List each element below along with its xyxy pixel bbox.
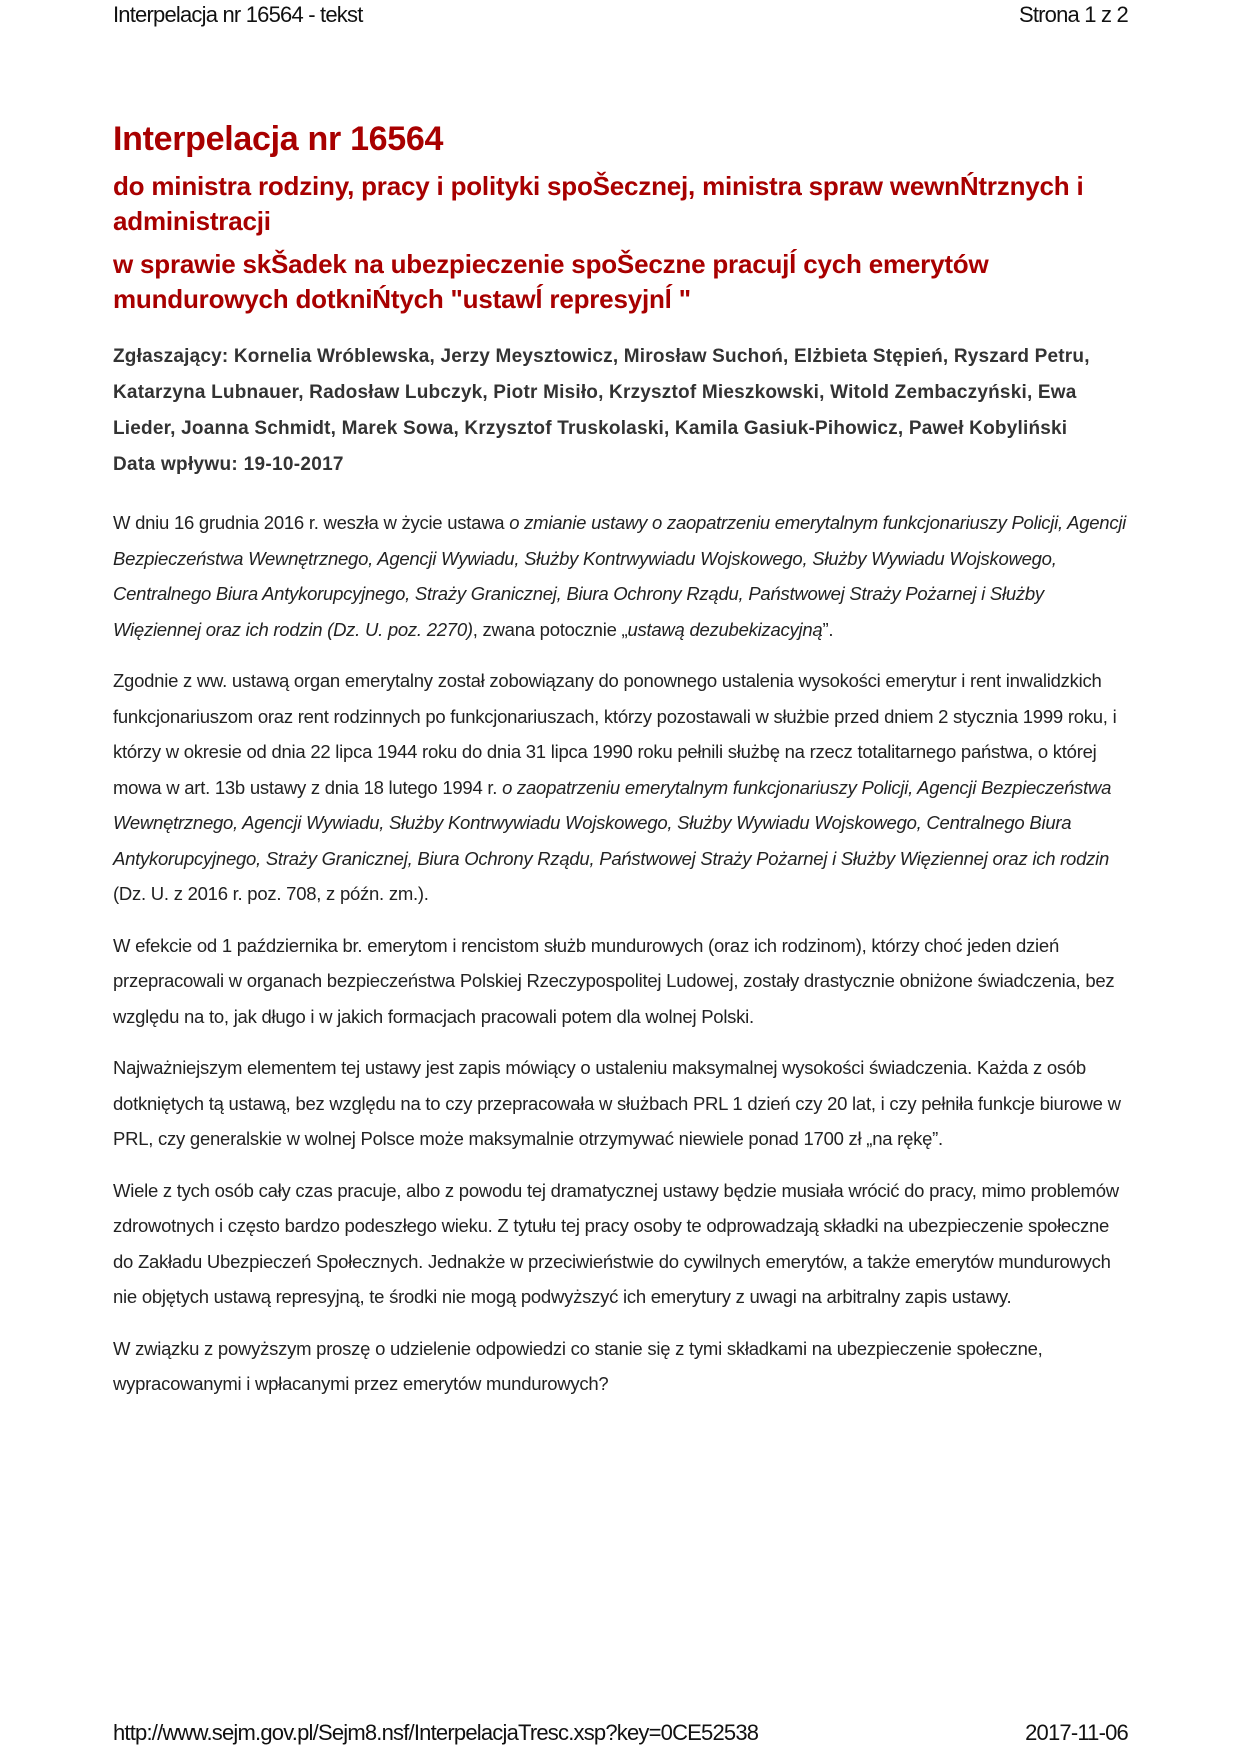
submitters-label: Zgłaszający:: [113, 346, 229, 367]
paragraph-1: [113, 505, 1128, 647]
p2-text: Zgodnie z ww. ustawą organ emerytalny został zobowiązany do ponownego ustalenia wysokości emerytur i rent inwalidzkich funkcjonariuszom oraz rent rodzinnych po funkcjonariuszach, którzy pozostawali w służbie przed dniem 2 stycznia 1999 roku, i którzy w okresie od dnia 22 lipca 1944 roku do dnia 31 lipca 1990 roku pełnili służbę na rzecz totalitarnego państwa, o której mowa w art. 13b ustawy z dnia 18 lutego 1994 r.: [113, 670, 1117, 798]
date-value: 19-10-2017: [243, 454, 344, 475]
subject: w sprawie skŠadek na ubezpieczenie spoŠeczne pracujĺ cych emerytów mundurowych dotkniŃtych "ustawĺ represyjnĺ ": [113, 249, 989, 314]
p1-law-title: o zmianie ustawy o zaopatrzeniu emerytalnym funkcjonariuszy Policji, Agencji Bezpieczeństwa Wewnętrznego, Agencji Wywiadu, Służby Kontrwywiadu Wojskowego, Służby Wywiadu Wojskowego, Centralnego Biura Antykorupcyjnego, Straży Granicznej, Biura Ochrony Rządu, Państwowej Straży Pożarnej i Służby Więziennej oraz ich rodzin (Dz. U. poz. 2270): [113, 512, 1127, 640]
paragraph-5: Wiele z tych osób cały czas pracuje, albo z powodu tej dramatycznej ustawy będzie musiała wrócić do pracy, mimo problemów zdrowotnych i często bardzo podeszłego wieku. Z tytułu tej pracy osoby te odprowadzają składki na ubezpieczenie społeczne do Zakładu Ubezpieczeń Społecznych. Jednakże w przeciwieństwie do cywilnych emerytów, a także emerytów mundurowych nie objętych ustawą represyjną, te środki nie mogą podwyższyć ich emerytury z uwagi na arbitralny zapis ustawy.: [113, 1179, 1119, 1307]
submitters: [113, 339, 1128, 447]
paragraph-2: [113, 663, 1128, 912]
paragraph-6: W związku z powyższym proszę o udzielenie odpowiedzi co stanie się z tymi składkami na ubezpieczenie społeczne, wypracowanymi i wpłacanymi przez emerytów mundurowych?: [113, 1337, 1043, 1394]
p1-text: W dniu 16 grudnia 2016 r. weszła w życie ustawa: [113, 512, 510, 533]
date-label: Data wpływu:: [113, 454, 239, 475]
p1-text-2: , zwana potocznie „: [472, 618, 628, 640]
receipt-date: [113, 447, 1128, 483]
print-footer: [113, 1720, 1128, 1746]
document-body: [113, 120, 1128, 1418]
p1-nickname: ustawą dezubekizacyjną: [627, 618, 823, 640]
paragraph-3: W efekcie od 1 października br. emerytom i rencistom służb mundurowych (oraz ich rodzinom), którzy choć jeden dzień przepracowali w organach bezpieczeństwa Polskiej Rzeczypospolitej Ludowej, zostały drastycznie obniżone świadczenia, bez względu na to, jak długo i w jakich formacjach pracowali potem dla wolnej Polski.: [113, 934, 1115, 1027]
submitters-list: Kornelia Wróblewska, Jerzy Meysztowicz, Mirosław Suchoń, Elżbieta Stępień, Ryszard Petru, Katarzyna Lubnauer, Radosław Lubczyk, Piotr Misiło, Krzysztof Mieszkowski, Witold Zembaczyński, Ewa Lieder, Joanna Schmidt, Marek Sowa, Krzysztof Truskolaski, Kamila Gasiuk-Pihowicz, Paweł Kobyliński: [113, 346, 1090, 439]
p2-text-2: (Dz. U. z 2016 r. poz. 708, z późn. zm.).: [113, 883, 429, 904]
paragraph-4: Najważniejszym elementem tej ustawy jest zapis mówiący o ustaleniu maksymalnej wysokości świadczenia. Każda z osób dotkniętych tą ustawą, bez względu na to czy przepracowała w służbach PRL 1 dzień czy 20 lat, i czy pełniła funkcje biurowe w PRL, czy generalskie w wolnej Polsce może maksymalnie otrzymywać niewiele ponad 1700 zł „na rękę”.: [113, 1057, 1121, 1149]
source-url: http://www.sejm.gov.pl/Sejm8.nsf/InterpelacjaTresc.xsp?key=0CE52538: [113, 1720, 759, 1745]
print-date: 2017-11-06: [1025, 1720, 1128, 1745]
addressee: do ministra rodziny, pracy i polityki spoŠecznej, ministra spraw wewnŃtrznych i administracji: [113, 171, 1084, 236]
p2-law-title: o zaopatrzeniu emerytalnym funkcjonariuszy Policji, Agencji Bezpieczeństwa Wewnętrznego, Agencji Wywiadu, Służby Kontrwywiadu Wojskowego, Służby Wywiadu Wojskowego, Centralnego Biura Antykorupcyjnego, Straży Granicznej, Biura Ochrony Rządu, Państwowej Straży Pożarnej i Służby Więziennej oraz ich rodzin: [113, 776, 1112, 869]
page-title: Interpelacja nr 16564: [113, 120, 444, 158]
print-header: [113, 2, 1128, 28]
document-label: Interpelacja nr 16564 - tekst: [113, 2, 363, 27]
page-number: Strona 1 z 2: [1018, 2, 1128, 27]
p1-text-3: ”.: [822, 618, 834, 640]
